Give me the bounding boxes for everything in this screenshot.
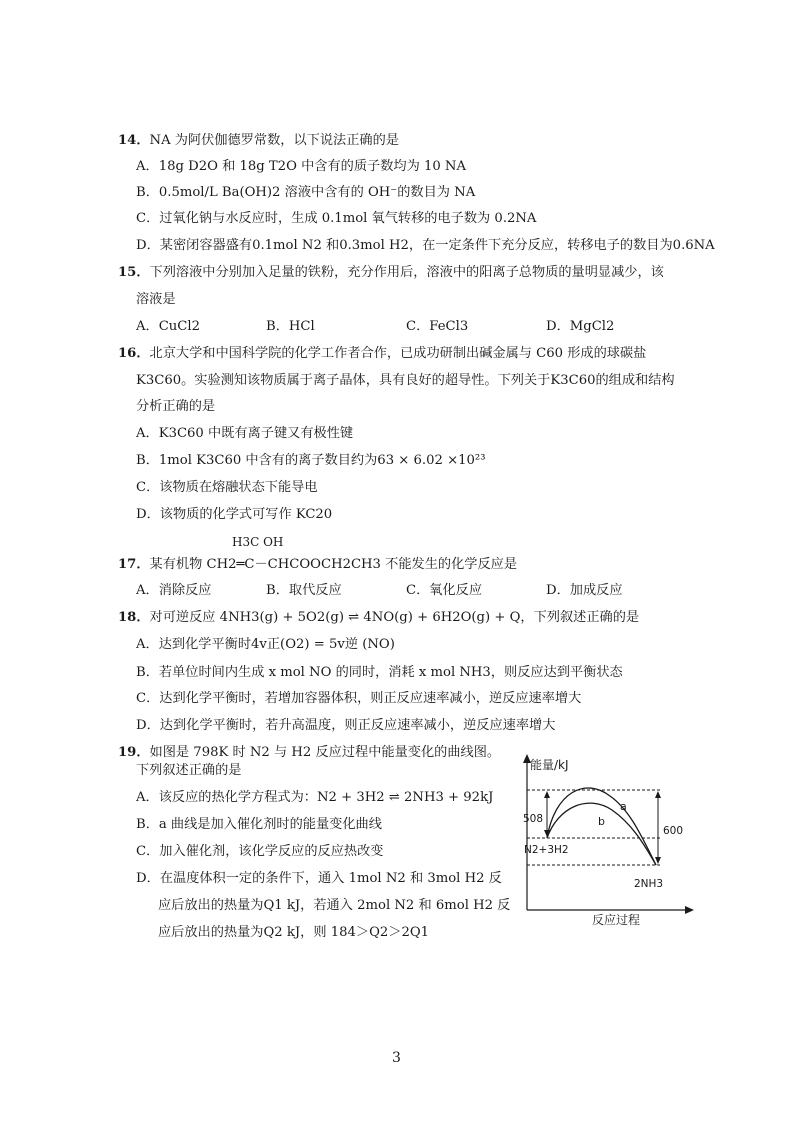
energy-600-arrow-head-up	[655, 791, 661, 798]
q15-option-a: A．CuCl2	[136, 319, 200, 334]
q16-number: 16．	[118, 346, 150, 361]
q16-stem-3: 分析正确的是	[136, 399, 216, 414]
q14-option-c: C．过氧化钠与水反应时，生成 0.1mol 氧气转移的电子数为 0.2NA	[136, 211, 537, 226]
q16-option-d: D．该物质的化学式可写作 KC20	[136, 507, 333, 522]
q14-stem-line	[118, 132, 399, 150]
q16-option-c: C．该物质在熔融状态下能导电	[136, 480, 318, 495]
q15-option-c: C．FeCl3	[406, 319, 469, 334]
q14-option-b: B．0.5mol/L Ba(OH)2 溶液中含有的 OH⁻的数目为 NA	[136, 185, 476, 200]
q18-option-c: C．达到化学平衡时，若增加容器体积，则正反应速率减小，逆反应速率增大	[136, 691, 582, 706]
reactants-label: N2+3H2	[524, 844, 569, 856]
q18-option-b: B．若单位时间内生成 x mol NO 的同时，消耗 x mol NH3，则反应达到平衡状态	[136, 665, 623, 680]
q17-option-d: D．加成反应	[546, 583, 623, 598]
curve-b-label: b	[598, 815, 605, 828]
q18-stem-line	[118, 609, 639, 627]
q17-option-a: A．消除反应	[136, 583, 212, 598]
q17-formula-substituents: H3C OH	[232, 535, 284, 549]
q16-stem-line	[118, 345, 646, 363]
q14-option-d: D．某密闭容器盛有0.1mol N2 和0.3mol H2，在一定条件下充分反应，转移电子的数目为0.6NA	[136, 238, 715, 253]
q15-number: 15．	[118, 265, 150, 280]
q17-option-c: C．氧化反应	[406, 583, 483, 598]
q19-option-d-line-3: 应后放出的热量为Q2 kJ，则 184＞Q2＞2Q1	[158, 925, 430, 940]
q18-option-a: A．达到化学平衡时4v正(O2) = 5v逆 (NO)	[136, 637, 395, 652]
q16-option-b: B．1mol K3C60 中含有的离子数目约为63 × 6.02 ×10²³	[136, 453, 486, 468]
q14-number: 14．	[118, 133, 150, 148]
curve-a-label: a	[620, 800, 627, 813]
energy-diagram	[510, 752, 700, 927]
q16-option-a: A．K3C60 中既有离子键又有极性键	[136, 426, 354, 441]
q19-stem-1: 如图是 798K 时 N2 与 H2 反应过程中能量变化的曲线图。	[149, 745, 501, 760]
q19-option-d-line-2: 应后放出的热量为Q1 kJ，若通入 2mol N2 和 6mol H2 反	[158, 898, 511, 913]
energy-xlabel: 反应过程	[592, 913, 641, 927]
q17-option-b: B．取代反应	[266, 583, 342, 598]
q19-option-b: B．a 曲线是加入催化剂时的能量变化曲线	[136, 817, 382, 832]
energy-508-arrow-head-up	[544, 791, 550, 798]
q19-option-d-line-1: D．在温度体积一定的条件下，通入 1mol N2 和 3mol H2 反	[136, 871, 502, 886]
q17-stem: 某有机物 CH2═C－CHCOOCH2CH3 不能发生的化学反应是	[149, 557, 518, 572]
q15-option-d: D．MgCl2	[546, 319, 615, 334]
product-label: 2NH3	[634, 878, 664, 890]
q14-stem: NA 为阿伏伽德罗常数，以下说法正确的是	[149, 133, 399, 148]
q16-stem-2: K3C60。实验测知该物质属于离子晶体，具有良好的超导性。下列关于K3C60的组成和结构	[136, 373, 675, 388]
q17-stem-line	[118, 556, 517, 574]
energy-600-label: 600	[663, 825, 684, 837]
q16-stem-1: 北京大学和中国科学院的化学工作者合作，已成功研制出碱金属与 C60 形成的球碳盐	[149, 346, 647, 361]
q18-number: 18．	[118, 610, 150, 625]
energy-508-label: 508	[523, 813, 544, 825]
energy-600-arrow-head-down	[655, 857, 661, 864]
q19-stem-2: 下列叙述正确的是	[136, 763, 242, 778]
q19-option-c: C．加入催化剂，该化学反应的反应热改变	[136, 844, 384, 859]
q18-option-d: D．达到化学平衡时，若升高温度，则正反应速率减小，逆反应速率增大	[136, 718, 556, 733]
q15-stem-line	[118, 264, 664, 282]
q19-stem-line	[118, 744, 500, 762]
q14-option-a: A．18g D2O 和 18g T2O 中含有的质子数均为 10 NA	[136, 159, 466, 174]
q15-stem-2: 溶液是	[136, 292, 176, 307]
q15-stem-1: 下列溶液中分别加入足量的铁粉，充分作用后，溶液中的阳离子总物质的量明显减少，该	[149, 265, 664, 280]
q19-option-a: A．该反应的热化学方程式为：N2 + 3H2 ⇌ 2NH3 + 92kJ	[136, 790, 494, 805]
q15-option-b: B．HCl	[266, 319, 315, 334]
page-number: 3	[392, 1050, 401, 1066]
q19-number: 19．	[118, 745, 150, 760]
energy-ylabel: 能量/kJ	[530, 758, 569, 772]
energy-axis-x-arrow	[685, 906, 694, 914]
q18-stem: 对可逆反应 4NH3(g) + 5O2(g) ⇌ 4NO(g) + 6H2O(g) + Q，下列叙述正确的是	[149, 610, 640, 625]
q17-number: 17．	[118, 557, 150, 572]
